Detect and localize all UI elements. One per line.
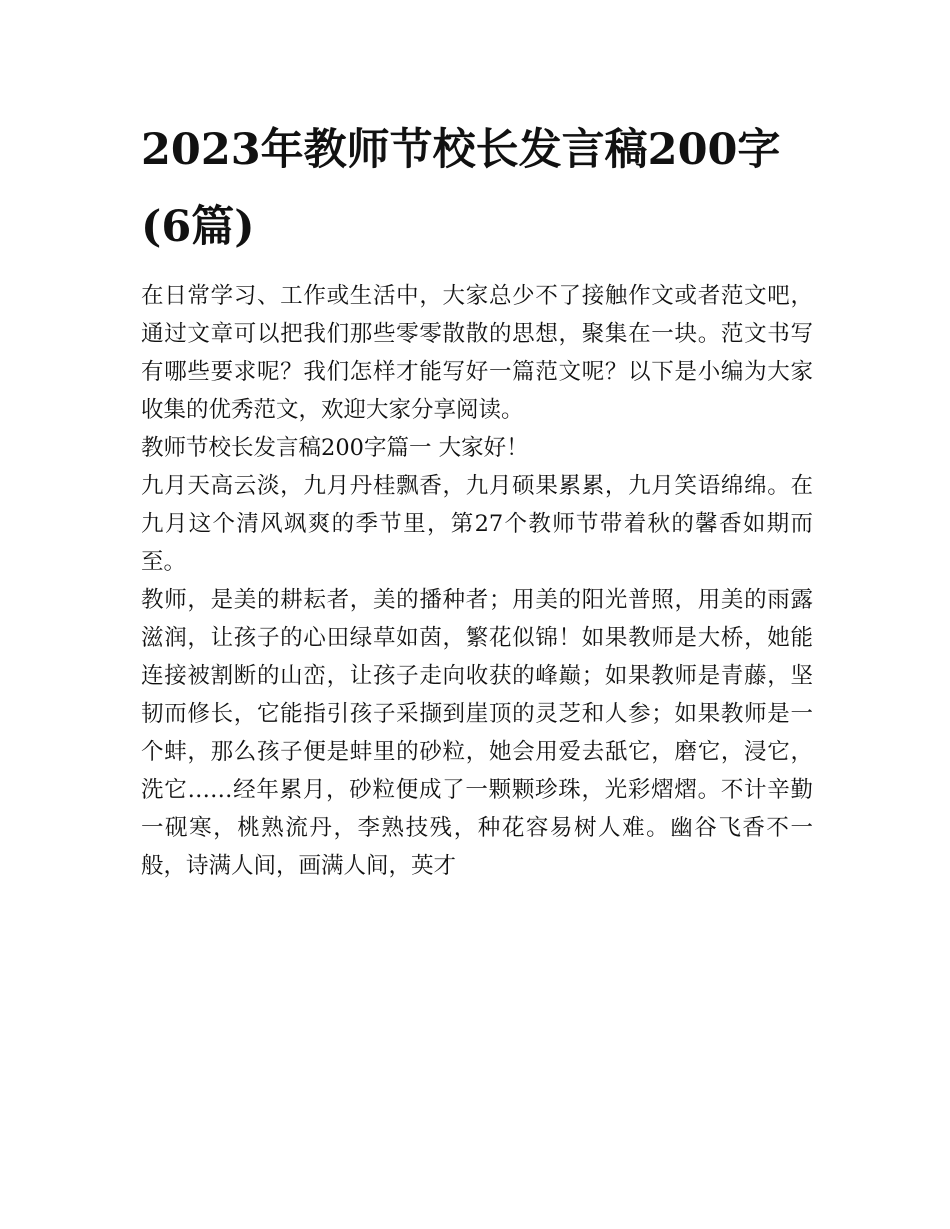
section-heading: 教师节校长发言稿200字篇一 大家好！ — [141, 435, 529, 461]
intro-paragraph: 在日常学习、工作或生活中，大家总少不了接触作文或者范文吧，通过文章可以把我们那些零零散散的思想，聚集在一块。范文书写有哪些要求呢？我们怎样才能写好一篇范文呢？以下是小编为大家收集的优秀范文，欢迎大家分享阅读。 — [141, 283, 813, 423]
body-paragraph-1: 九月天高云淡，九月丹桂飘香，九月硕果累累，九月笑语绵绵。在九月这个清风飒爽的季节里，第27个教师节带着秋的馨香如期而至。 — [141, 473, 813, 575]
document-content — [141, 112, 813, 885]
document-title: 2023年教师节校长发言稿200字(6篇) — [141, 125, 781, 252]
body-paragraph-2: 教师，是美的耕耘者，美的播种者；用美的阳光普照，用美的雨露滋润，让孩子的心田绿草如茵，繁花似锦！如果教师是大桥，她能连接被割断的山峦，让孩子走向收获的峰巅；如果教师是青藤，坚韧而修长，它能指引孩子采撷到崖顶的灵芝和人参；如果教师是一个蚌，那么孩子便是蚌里的砂粒，她会用爱去舐它，磨它，浸它，洗它……经年累月，砂粒便成了一颗颗珍珠，光彩熠熠。不计辛勤一砚寒，桃熟流丹，李熟技残，种花容易树人难。幽谷飞香不一般，诗满人间，画满人间，英才 — [141, 587, 813, 879]
document-body — [141, 277, 813, 885]
